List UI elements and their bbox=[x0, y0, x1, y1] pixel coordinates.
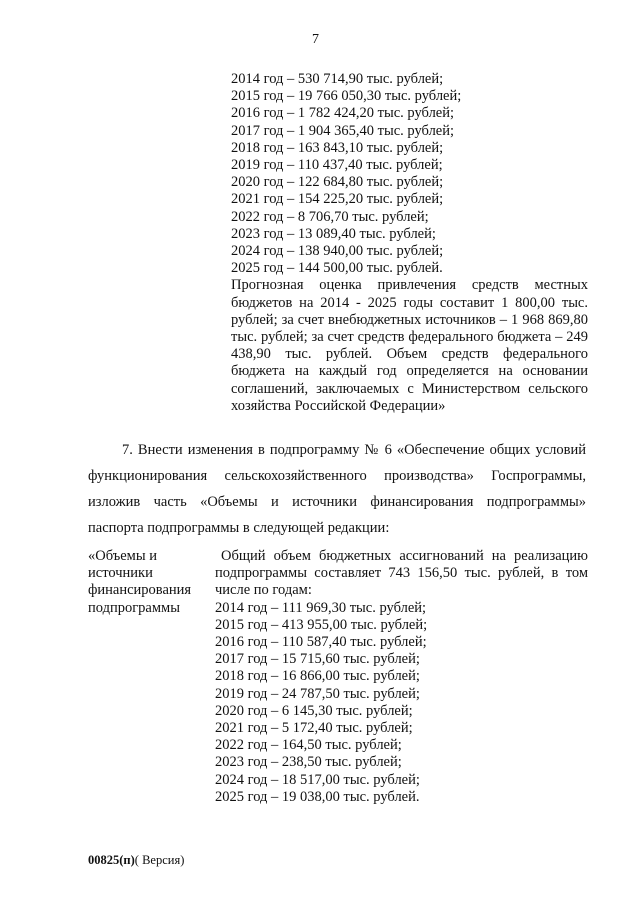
funding-year-list-1 bbox=[231, 71, 588, 277]
funding-year-line: 2019 год – 110 437,40 тыс. рублей; bbox=[231, 157, 443, 174]
funding-year-line: 2014 год – 111 969,30 тыс. рублей; bbox=[215, 599, 427, 616]
item-7-paragraph: 7. Внести изменения в подпрограмму № 6 «Обеспечение общих условий функционирования сельскохозяйственного производства» Госпрограммы, изложив часть «Объемы и источники финансирования подпрограммы» паспорта подпрограммы в следующей редакции: bbox=[88, 442, 586, 536]
funding-year-line: 2014 год – 530 714,90 тыс. рублей; bbox=[231, 71, 444, 87]
funding-year-line: 2018 год – 163 843,10 тыс. рублей; bbox=[231, 139, 444, 156]
funding-year-line: 2015 год – 19 766 050,30 тыс. рублей; bbox=[231, 88, 462, 105]
funding-year-line: 2025 год – 19 038,00 тыс. рублей. bbox=[215, 788, 420, 805]
funding-continuation-block bbox=[231, 71, 588, 415]
funding-year-line: 2023 год – 238,50 тыс. рублей; bbox=[215, 754, 402, 771]
passport-intro-text: Общий объем бюджетных ассигнований на реализацию подпрограммы составляет 743 156,50 тыс. рублей, в том числе по годам: bbox=[215, 548, 588, 599]
funding-year-line: 2022 год – 164,50 тыс. рублей; bbox=[215, 737, 402, 754]
passport-label-line: источники bbox=[88, 565, 153, 582]
funding-year-line: 2020 год – 6 145,30 тыс. рублей; bbox=[215, 702, 413, 719]
funding-year-line: 2022 год – 8 706,70 тыс. рублей; bbox=[231, 208, 429, 225]
funding-year-line: 2016 год – 1 782 424,20 тыс. рублей; bbox=[231, 105, 455, 122]
funding-year-line: 2019 год – 24 787,50 тыс. рублей; bbox=[215, 685, 420, 702]
passport-label-line: подпрограммы bbox=[88, 599, 180, 616]
document-code: 00825(п) bbox=[88, 853, 135, 867]
funding-year-line: 2024 год – 18 517,00 тыс. рублей; bbox=[215, 771, 420, 788]
funding-year-line: 2025 год – 144 500,00 тыс. рублей. bbox=[231, 260, 443, 277]
forecast-paragraph: Прогнозная оценка привлечения средств местных бюджетов на 2014 - 2025 годы составит 1 800,00 тыс. рублей; за счет внебюджетных источников – 1 968 869,80 тыс. рублей; за счет средств федерального бюджета – 249 438,90 тыс. рублей. Объем средств федерального бюджета на каждый год определяется на основании соглашений, заключаемых с Министерством сельского хозяйства Российской Федерации» bbox=[231, 277, 588, 414]
funding-year-line: 2017 год – 1 904 365,40 тыс. рублей; bbox=[231, 122, 455, 139]
funding-year-line: 2018 год – 16 866,00 тыс. рублей; bbox=[215, 668, 420, 685]
document-version: ( Версия) bbox=[134, 853, 185, 867]
funding-year-list-2 bbox=[215, 600, 588, 806]
funding-year-line: 2020 год – 122 684,80 тыс. рублей; bbox=[231, 174, 444, 191]
funding-year-line: 2021 год – 5 172,40 тыс. рублей; bbox=[215, 720, 413, 737]
passport-label-line: финансирования bbox=[88, 582, 192, 599]
funding-year-line: 2017 год – 15 715,60 тыс. рублей; bbox=[215, 651, 420, 668]
funding-year-line: 2015 год – 413 955,00 тыс. рублей; bbox=[215, 616, 428, 633]
funding-year-line: 2023 год – 13 089,40 тыс. рублей; bbox=[231, 225, 436, 242]
funding-year-line: 2024 год – 138 940,00 тыс. рублей; bbox=[231, 243, 444, 260]
page-number: 7 bbox=[312, 32, 319, 47]
funding-year-line: 2016 год – 110 587,40 тыс. рублей; bbox=[215, 634, 427, 651]
passport-label-line: «Объемы и bbox=[88, 548, 157, 564]
passport-value-cell bbox=[215, 548, 588, 806]
document-footer bbox=[88, 853, 184, 868]
funding-year-line: 2021 год – 154 225,20 тыс. рублей; bbox=[231, 191, 444, 208]
passport-label-cell bbox=[88, 548, 208, 617]
